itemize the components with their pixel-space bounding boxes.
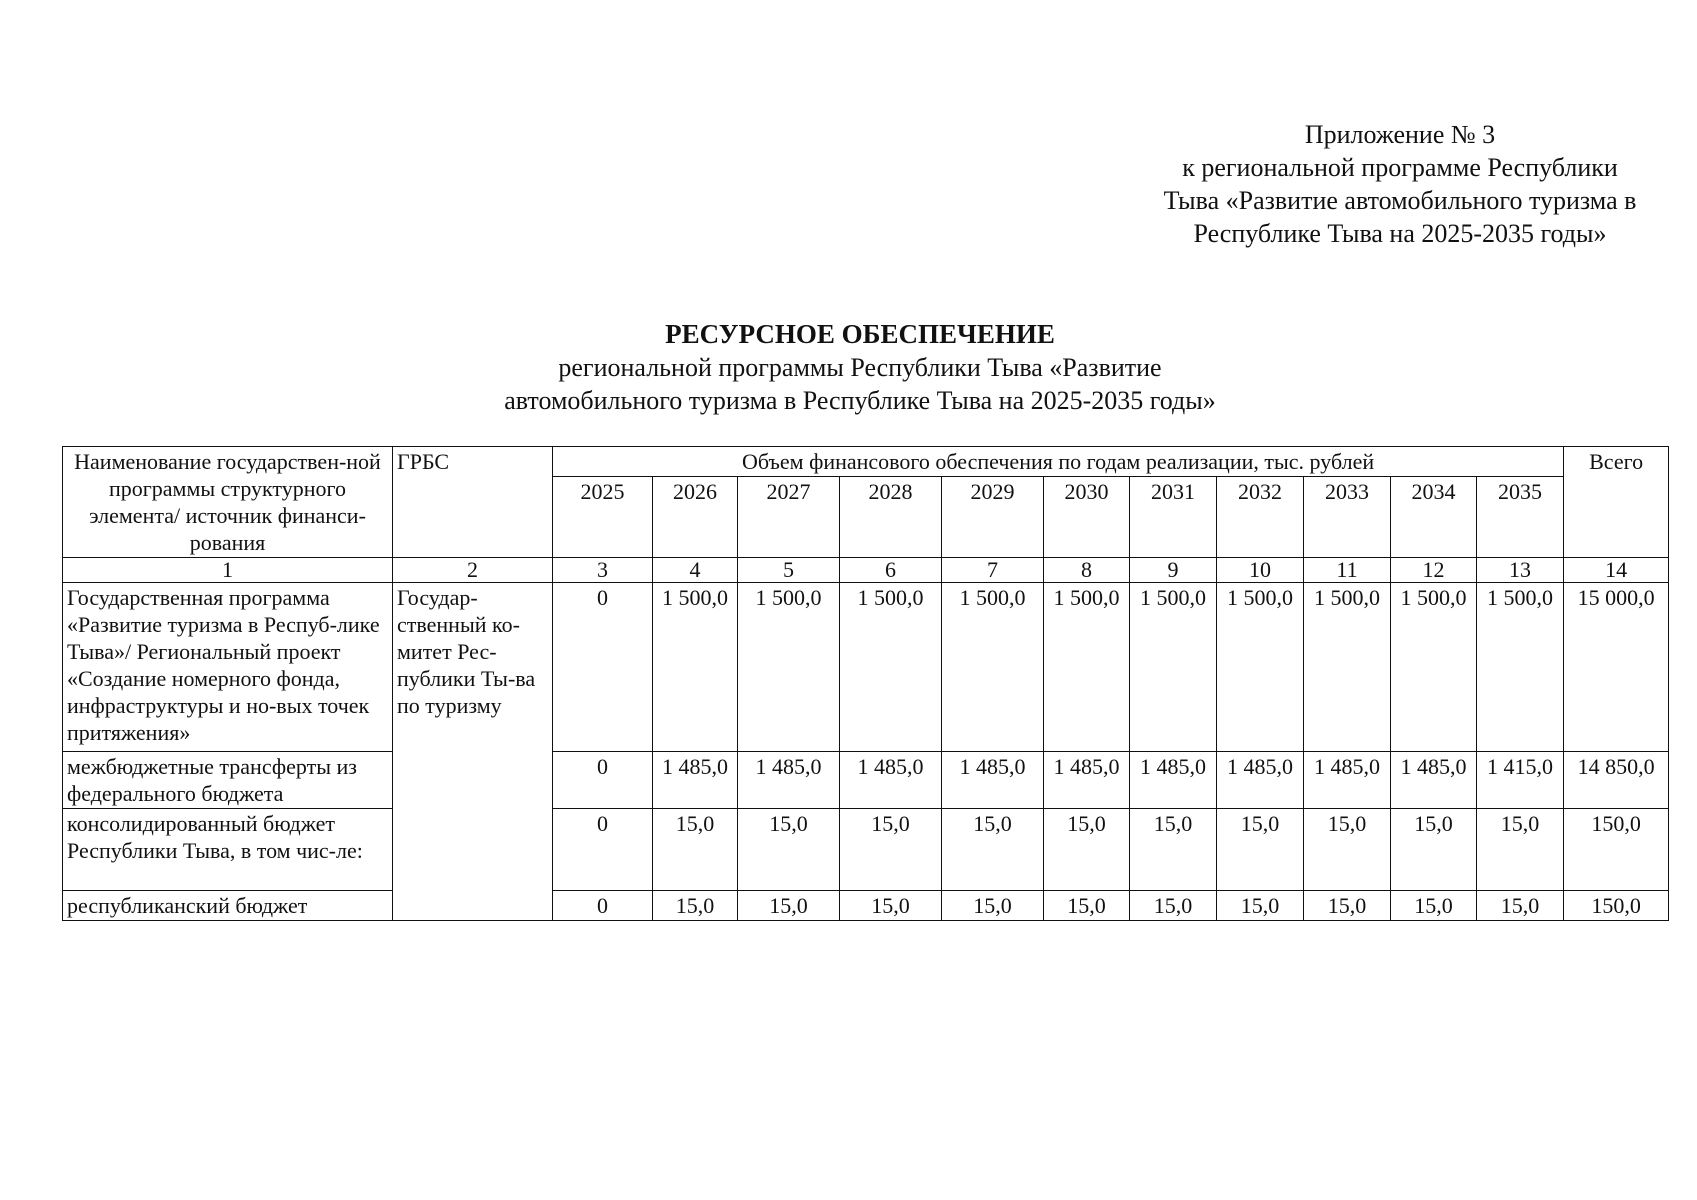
document-subtitle-line: региональной программы Республики Тыва «Развитие	[558, 353, 1162, 382]
column-index-cell: 9	[1130, 558, 1217, 583]
row-name-cell: республиканский бюджет	[63, 891, 393, 921]
header-volume-cell: Объем финансового обеспечения по годам реализации, тыс. рублей	[553, 447, 1564, 477]
value-cell: 1 500,0	[1217, 583, 1304, 752]
table-row	[63, 752, 1669, 809]
year-cell: 2034	[1391, 477, 1477, 558]
value-cell: 15,0	[1217, 891, 1304, 921]
year-cell: 2025	[553, 477, 653, 558]
row-name-cell: консолидированный бюджет Республики Тыва, в том чис-ле:	[63, 809, 393, 891]
column-index-cell: 1	[63, 558, 393, 583]
value-cell: 15,0	[1391, 809, 1477, 891]
value-cell: 15,0	[1304, 891, 1391, 921]
table-row	[63, 583, 1669, 752]
value-cell: 0	[553, 752, 653, 809]
header-grbs-cell: ГРБС	[393, 447, 553, 558]
value-cell: 1 500,0	[1304, 583, 1391, 752]
value-cell: 1 500,0	[840, 583, 942, 752]
column-index-cell: 4	[653, 558, 738, 583]
row-name-cell: Государственная программа «Развитие туризма в Респуб-лике Тыва»/ Региональный проект «Создание номерного фонда, инфраструктуры и но-вых точек притяжения»	[63, 583, 393, 752]
appendix-block	[1120, 118, 1680, 250]
column-index-cell: 11	[1304, 558, 1391, 583]
year-cell: 2032	[1217, 477, 1304, 558]
year-cell: 2026	[653, 477, 738, 558]
value-cell: 15,0	[653, 891, 738, 921]
column-index-cell: 6	[840, 558, 942, 583]
document-title: РЕСУРСНОЕ ОБЕСПЕЧЕНИЕ	[665, 319, 1055, 349]
value-cell: 1 485,0	[1304, 752, 1391, 809]
table-row	[63, 891, 1669, 921]
value-cell: 15,0	[1477, 891, 1564, 921]
year-cell: 2030	[1044, 477, 1130, 558]
document-heading	[300, 318, 1420, 417]
column-index-cell: 8	[1044, 558, 1130, 583]
column-index-cell: 3	[553, 558, 653, 583]
total-cell: 14 850,0	[1564, 752, 1669, 809]
value-cell: 15,0	[1044, 891, 1130, 921]
value-cell: 15,0	[1304, 809, 1391, 891]
column-index-cell: 12	[1391, 558, 1477, 583]
value-cell: 1 485,0	[1391, 752, 1477, 809]
column-index-cell: 7	[942, 558, 1044, 583]
value-cell: 1 500,0	[1130, 583, 1217, 752]
appendix-line: к региональной программе Республики	[1182, 153, 1618, 182]
resource-table	[62, 446, 1669, 921]
value-cell: 15,0	[1130, 809, 1217, 891]
column-index-cell: 10	[1217, 558, 1304, 583]
total-cell: 15 000,0	[1564, 583, 1669, 752]
value-cell: 1 485,0	[1217, 752, 1304, 809]
column-index-cell: 2	[393, 558, 553, 583]
value-cell: 1 500,0	[738, 583, 840, 752]
appendix-line: Приложение № 3	[1304, 120, 1496, 149]
value-cell: 1 485,0	[840, 752, 942, 809]
value-cell: 1 415,0	[1477, 752, 1564, 809]
value-cell: 1 485,0	[738, 752, 840, 809]
value-cell: 15,0	[1217, 809, 1304, 891]
value-cell: 1 485,0	[942, 752, 1044, 809]
value-cell: 15,0	[1130, 891, 1217, 921]
column-index-cell: 5	[738, 558, 840, 583]
value-cell: 15,0	[738, 809, 840, 891]
value-cell: 1 485,0	[653, 752, 738, 809]
value-cell: 15,0	[1044, 809, 1130, 891]
total-cell: 150,0	[1564, 891, 1669, 921]
value-cell: 15,0	[942, 891, 1044, 921]
column-index-cell: 14	[1564, 558, 1669, 583]
year-cell: 2029	[942, 477, 1044, 558]
column-index-row	[63, 558, 1669, 583]
year-cell: 2033	[1304, 477, 1391, 558]
appendix-line: Тыва «Развитие автомобильного туризма в	[1163, 186, 1637, 215]
value-cell: 0	[553, 809, 653, 891]
table-row	[63, 809, 1669, 891]
value-cell: 15,0	[840, 891, 942, 921]
year-cell: 2027	[738, 477, 840, 558]
value-cell: 15,0	[840, 809, 942, 891]
document-subtitle-line: автомобильного туризма в Республике Тыва на 2025-2035 годы»	[504, 386, 1216, 415]
value-cell: 0	[553, 583, 653, 752]
value-cell: 0	[553, 891, 653, 921]
value-cell: 1 485,0	[1044, 752, 1130, 809]
value-cell: 1 500,0	[1477, 583, 1564, 752]
year-cell: 2035	[1477, 477, 1564, 558]
value-cell: 15,0	[738, 891, 840, 921]
value-cell: 1 500,0	[942, 583, 1044, 752]
appendix-line: Республике Тыва на 2025-2035 годы»	[1193, 219, 1607, 248]
column-index-cell: 13	[1477, 558, 1564, 583]
header-total-cell: Всего	[1564, 447, 1669, 558]
year-cell: 2028	[840, 477, 942, 558]
grbs-cell: Государ-ственный ко-митет Рес-публики Ты-ва по туризму	[393, 583, 553, 921]
row-name-cell: межбюджетные трансферты из федерального бюджета	[63, 752, 393, 809]
total-cell: 150,0	[1564, 809, 1669, 891]
value-cell: 15,0	[1391, 891, 1477, 921]
value-cell: 15,0	[1477, 809, 1564, 891]
header-row	[63, 447, 1669, 477]
value-cell: 15,0	[942, 809, 1044, 891]
value-cell: 1 500,0	[653, 583, 738, 752]
value-cell: 1 500,0	[1044, 583, 1130, 752]
value-cell: 15,0	[653, 809, 738, 891]
header-name-cell: Наименование государствен-ной программы структурного элемента/ источник финанси-рования	[63, 447, 393, 558]
value-cell: 1 500,0	[1391, 583, 1477, 752]
value-cell: 1 485,0	[1130, 752, 1217, 809]
year-cell: 2031	[1130, 477, 1217, 558]
